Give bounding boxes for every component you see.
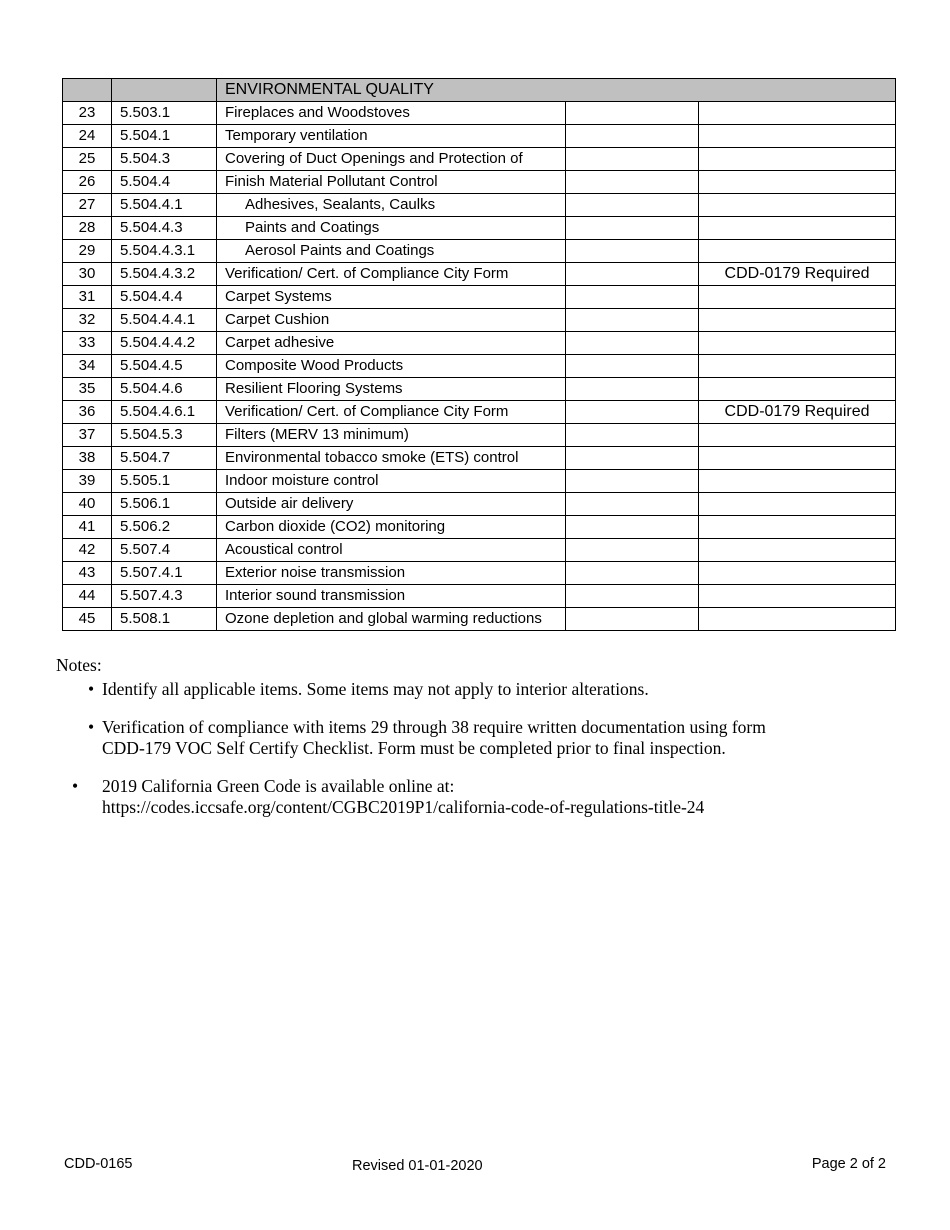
item-number: 40 — [63, 493, 112, 516]
item-description: Indoor moisture control — [217, 470, 566, 493]
code-section: 5.504.4.5 — [112, 355, 217, 378]
table-row — [63, 401, 896, 424]
requirement-note: CDD-0179 Required — [699, 263, 896, 286]
table-row — [63, 447, 896, 470]
note-item — [56, 717, 916, 759]
blank-cell — [566, 194, 699, 217]
blank-cell — [566, 562, 699, 585]
table-row — [63, 608, 896, 631]
section-header-row — [63, 79, 896, 102]
table-row — [63, 355, 896, 378]
table-row — [63, 240, 896, 263]
item-number: 42 — [63, 539, 112, 562]
requirement-note — [699, 608, 896, 631]
code-section: 5.504.4.3 — [112, 217, 217, 240]
item-description: Carpet Cushion — [217, 309, 566, 332]
requirement-note — [699, 309, 896, 332]
item-description: Interior sound transmission — [217, 585, 566, 608]
code-section: 5.504.4.6.1 — [112, 401, 217, 424]
blank-cell — [566, 102, 699, 125]
item-number: 31 — [63, 286, 112, 309]
note-text: 2019 California Green Code is available online at: — [102, 776, 455, 796]
item-number: 44 — [63, 585, 112, 608]
item-description: Filters (MERV 13 minimum) — [217, 424, 566, 447]
blank-cell — [566, 148, 699, 171]
requirement-note — [699, 539, 896, 562]
blank-cell — [566, 355, 699, 378]
blank-cell — [566, 286, 699, 309]
code-section: 5.504.4 — [112, 171, 217, 194]
item-description: Resilient Flooring Systems — [217, 378, 566, 401]
item-description: Exterior noise transmission — [217, 562, 566, 585]
table-row — [63, 378, 896, 401]
bullet-icon: • — [88, 679, 95, 699]
blank-cell — [566, 585, 699, 608]
requirement-note — [699, 470, 896, 493]
code-section: 5.504.7 — [112, 447, 217, 470]
requirement-note — [699, 240, 896, 263]
table-row — [63, 194, 896, 217]
item-description: Temporary ventilation — [217, 125, 566, 148]
blank-cell — [566, 263, 699, 286]
item-number: 26 — [63, 171, 112, 194]
requirement-note — [699, 171, 896, 194]
item-number: 30 — [63, 263, 112, 286]
item-number: 27 — [63, 194, 112, 217]
item-description: Finish Material Pollutant Control — [217, 171, 566, 194]
item-description: Paints and Coatings — [217, 217, 566, 240]
requirement-note — [699, 562, 896, 585]
blank-cell — [566, 332, 699, 355]
table-row — [63, 539, 896, 562]
requirement-note — [699, 585, 896, 608]
table-row — [63, 309, 896, 332]
blank-cell — [566, 447, 699, 470]
blank-cell — [566, 240, 699, 263]
table-row — [63, 217, 896, 240]
item-description: Covering of Duct Openings and Protection of — [217, 148, 566, 171]
requirement-note — [699, 286, 896, 309]
item-description: Outside air delivery — [217, 493, 566, 516]
code-section: 5.504.4.3.1 — [112, 240, 217, 263]
blank-cell — [566, 608, 699, 631]
code-section: 5.506.2 — [112, 516, 217, 539]
table-row — [63, 562, 896, 585]
blank-cell — [566, 424, 699, 447]
code-section: 5.503.1 — [112, 102, 217, 125]
code-section: 5.504.1 — [112, 125, 217, 148]
item-description: Carpet adhesive — [217, 332, 566, 355]
requirement-note — [699, 424, 896, 447]
blank-cell — [566, 125, 699, 148]
note-item — [56, 679, 916, 700]
item-description: Carpet Systems — [217, 286, 566, 309]
item-number: 43 — [63, 562, 112, 585]
table-row — [63, 493, 896, 516]
code-section: 5.504.4.4 — [112, 286, 217, 309]
note-item — [56, 776, 916, 818]
item-description: Aerosol Paints and Coatings — [217, 240, 566, 263]
code-section: 5.504.4.6 — [112, 378, 217, 401]
code-section: 5.507.4.3 — [112, 585, 217, 608]
requirement-note — [699, 355, 896, 378]
green-code-link[interactable]: https://codes.iccsafe.org/content/CGBC2019P1/california-code-of-regulations-title-24 — [102, 797, 705, 817]
code-section: 5.508.1 — [112, 608, 217, 631]
item-description: Composite Wood Products — [217, 355, 566, 378]
bullet-icon: • — [88, 717, 95, 737]
table-row — [63, 516, 896, 539]
requirement-note — [699, 378, 896, 401]
table-row — [63, 171, 896, 194]
requirement-note — [699, 125, 896, 148]
form-id: CDD-0165 — [64, 1156, 133, 1172]
blank-cell — [566, 516, 699, 539]
item-number: 41 — [63, 516, 112, 539]
requirement-note — [699, 516, 896, 539]
item-description: Acoustical control — [217, 539, 566, 562]
code-section: 5.504.5.3 — [112, 424, 217, 447]
requirement-note — [699, 148, 896, 171]
item-description: Verification/ Cert. of Compliance City Form — [217, 263, 566, 286]
notes-section — [56, 655, 916, 835]
code-section: 5.504.4.1 — [112, 194, 217, 217]
blank-cell — [566, 217, 699, 240]
requirement-note — [699, 194, 896, 217]
item-number: 34 — [63, 355, 112, 378]
blank-cell — [566, 309, 699, 332]
requirement-note — [699, 447, 896, 470]
blank-cell — [566, 401, 699, 424]
item-number: 37 — [63, 424, 112, 447]
blank-cell — [566, 171, 699, 194]
item-description: Adhesives, Sealants, Caulks — [217, 194, 566, 217]
requirement-note: CDD-0179 Required — [699, 401, 896, 424]
table-row — [63, 286, 896, 309]
item-description: Fireplaces and Woodstoves — [217, 102, 566, 125]
requirement-note — [699, 217, 896, 240]
requirement-note — [699, 102, 896, 125]
requirement-note — [699, 493, 896, 516]
code-section: 5.506.1 — [112, 493, 217, 516]
environmental-quality-table — [62, 78, 896, 631]
table-row — [63, 125, 896, 148]
blank-cell — [566, 539, 699, 562]
item-number: 32 — [63, 309, 112, 332]
item-description: Carbon dioxide (CO2) monitoring — [217, 516, 566, 539]
table-row — [63, 585, 896, 608]
table-row — [63, 102, 896, 125]
item-description: Ozone depletion and global warming reductions — [217, 608, 566, 631]
blank-cell — [566, 493, 699, 516]
code-section: 5.505.1 — [112, 470, 217, 493]
item-number: 29 — [63, 240, 112, 263]
item-number: 33 — [63, 332, 112, 355]
item-number: 24 — [63, 125, 112, 148]
code-section: 5.507.4 — [112, 539, 217, 562]
item-description: Verification/ Cert. of Compliance City Form — [217, 401, 566, 424]
item-number: 28 — [63, 217, 112, 240]
code-section: 5.507.4.1 — [112, 562, 217, 585]
item-number: 39 — [63, 470, 112, 493]
table-row — [63, 263, 896, 286]
table-row — [63, 424, 896, 447]
blank-cell — [566, 470, 699, 493]
blank-cell — [566, 378, 699, 401]
note-text: Identify all applicable items. Some items may not apply to interior alterations. — [102, 679, 649, 699]
item-number: 23 — [63, 102, 112, 125]
item-number: 35 — [63, 378, 112, 401]
item-description: Environmental tobacco smoke (ETS) control — [217, 447, 566, 470]
page-number: Page 2 of 2 — [811, 1156, 886, 1172]
revised-date: Revised 01-01-2020 — [352, 1158, 483, 1174]
table-row — [63, 332, 896, 355]
code-section: 5.504.3 — [112, 148, 217, 171]
item-number: 45 — [63, 608, 112, 631]
item-number: 38 — [63, 447, 112, 470]
item-number: 25 — [63, 148, 112, 171]
code-section: 5.504.4.4.1 — [112, 309, 217, 332]
notes-title: Notes: — [56, 655, 102, 675]
bullet-icon: • — [72, 776, 79, 796]
item-number: 36 — [63, 401, 112, 424]
code-section: 5.504.4.4.2 — [112, 332, 217, 355]
requirement-note — [699, 332, 896, 355]
table-row — [63, 470, 896, 493]
table-row — [63, 148, 896, 171]
note-text: CDD-179 VOC Self Certify Checklist. Form must be completed prior to final inspection. — [102, 738, 726, 758]
note-text: Verification of compliance with items 29 through 38 require written documentation using form — [102, 717, 766, 737]
code-section: 5.504.4.3.2 — [112, 263, 217, 286]
section-title: ENVIRONMENTAL QUALITY — [217, 79, 896, 102]
